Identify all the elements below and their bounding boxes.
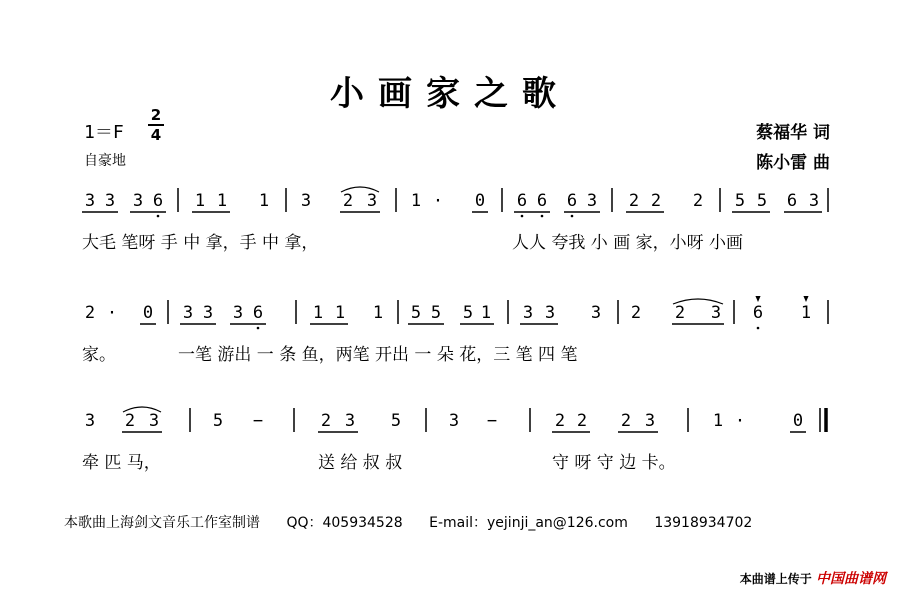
upload-text: 本曲谱上传于 bbox=[739, 572, 812, 586]
score-row-3 bbox=[82, 404, 830, 474]
svg-text:5: 5 bbox=[390, 411, 402, 431]
site-logo[interactable]: 中国曲谱网 bbox=[816, 571, 886, 587]
svg-text:3: 3 bbox=[300, 191, 312, 211]
svg-text:2: 2 bbox=[576, 411, 588, 431]
svg-text:2: 2 bbox=[342, 191, 354, 211]
time-signature-bottom: 4 bbox=[150, 126, 162, 144]
song-title: 小画家之歌 bbox=[330, 74, 570, 114]
score-row-2 bbox=[82, 296, 830, 366]
svg-text:3: 3 bbox=[148, 411, 160, 431]
svg-text:−: − bbox=[252, 411, 264, 431]
svg-text:0: 0 bbox=[142, 303, 154, 323]
svg-text:2: 2 bbox=[650, 191, 662, 211]
lyric-line-3a: 牵 匹 马， bbox=[82, 453, 161, 473]
svg-text:0: 0 bbox=[792, 411, 804, 431]
svg-text:2: 2 bbox=[674, 303, 686, 323]
lyric-line-1a: 大毛 笔呀 手 中 拿，手 中 拿， bbox=[82, 233, 319, 253]
svg-text:2: 2 bbox=[554, 411, 566, 431]
svg-text:5: 5 bbox=[756, 191, 768, 211]
lyric-line-2b: 一笔 游出 一 条 鱼，两笔 开出 一 朵 花，三 笔 四 笔 bbox=[178, 345, 578, 365]
studio-credit: 本歌曲上海剑文音乐工作室制谱 bbox=[64, 515, 260, 531]
score-row-3-notation bbox=[82, 404, 830, 438]
svg-text:3: 3 bbox=[132, 191, 144, 211]
svg-text:1: 1 bbox=[194, 191, 206, 211]
score-row-2-notation bbox=[82, 296, 830, 330]
svg-text:3: 3 bbox=[808, 191, 820, 211]
svg-text:6: 6 bbox=[786, 191, 798, 211]
svg-text:6: 6 bbox=[536, 191, 548, 211]
svg-text:3: 3 bbox=[644, 411, 656, 431]
key-signature: 1＝F bbox=[84, 122, 124, 143]
svg-text:·: · bbox=[106, 303, 118, 323]
svg-text:3: 3 bbox=[544, 303, 556, 323]
lyricist: 蔡福华 词 bbox=[756, 123, 830, 143]
svg-text:3: 3 bbox=[710, 303, 722, 323]
svg-text:3: 3 bbox=[590, 303, 602, 323]
qq-contact: QQ：405934528 bbox=[286, 515, 403, 531]
svg-text:2: 2 bbox=[692, 191, 704, 211]
svg-text:6: 6 bbox=[752, 303, 764, 323]
upload-notice bbox=[740, 568, 886, 588]
svg-text:3: 3 bbox=[522, 303, 534, 323]
svg-text:1: 1 bbox=[312, 303, 324, 323]
svg-text:3: 3 bbox=[232, 303, 244, 323]
svg-text:6: 6 bbox=[566, 191, 578, 211]
svg-text:1: 1 bbox=[712, 411, 724, 431]
svg-text:2: 2 bbox=[320, 411, 332, 431]
svg-text:3: 3 bbox=[84, 191, 96, 211]
tempo-mood: 自豪地 bbox=[84, 153, 126, 169]
svg-text:2: 2 bbox=[84, 303, 96, 323]
svg-text:5: 5 bbox=[734, 191, 746, 211]
svg-text:6: 6 bbox=[152, 191, 164, 211]
svg-text:5: 5 bbox=[430, 303, 442, 323]
svg-text:3: 3 bbox=[182, 303, 194, 323]
credit-line bbox=[64, 512, 774, 532]
lyric-line-1b: 人人 夸我 小 画 家，小呀 小画 bbox=[512, 233, 744, 253]
email-contact: E-mail：yejinji_an@126.com bbox=[429, 515, 628, 531]
svg-text:1: 1 bbox=[258, 191, 270, 211]
lyric-line-2a: 家。 bbox=[82, 345, 116, 365]
svg-text:5: 5 bbox=[462, 303, 474, 323]
svg-text:3: 3 bbox=[366, 191, 378, 211]
svg-text:5: 5 bbox=[410, 303, 422, 323]
svg-text:·: · bbox=[734, 411, 746, 431]
svg-text:·: · bbox=[432, 191, 444, 211]
svg-text:6: 6 bbox=[516, 191, 528, 211]
time-signature bbox=[148, 107, 164, 143]
svg-text:2: 2 bbox=[620, 411, 632, 431]
svg-text:1: 1 bbox=[410, 191, 422, 211]
svg-text:6: 6 bbox=[252, 303, 264, 323]
svg-text:3: 3 bbox=[202, 303, 214, 323]
score-row-1 bbox=[82, 184, 830, 254]
svg-text:−: − bbox=[486, 411, 498, 431]
lyric-line-3b: 送 给 叔 叔 bbox=[318, 453, 403, 473]
svg-text:5: 5 bbox=[212, 411, 224, 431]
phone-contact: 13918934702 bbox=[654, 515, 753, 531]
svg-text:1: 1 bbox=[216, 191, 228, 211]
svg-text:2: 2 bbox=[630, 303, 642, 323]
score-row-1-notation bbox=[82, 184, 830, 218]
svg-text:2: 2 bbox=[124, 411, 136, 431]
composer: 陈小雷 曲 bbox=[756, 153, 830, 173]
time-signature-top: 2 bbox=[150, 106, 162, 124]
svg-text:1: 1 bbox=[334, 303, 346, 323]
svg-text:3: 3 bbox=[586, 191, 598, 211]
lyric-line-3c: 守 呀 守 边 卡。 bbox=[552, 453, 676, 473]
svg-text:1: 1 bbox=[372, 303, 384, 323]
svg-text:3: 3 bbox=[448, 411, 460, 431]
svg-text:0: 0 bbox=[474, 191, 486, 211]
svg-text:2: 2 bbox=[628, 191, 640, 211]
svg-text:1: 1 bbox=[800, 303, 812, 323]
svg-text:3: 3 bbox=[104, 191, 116, 211]
svg-text:3: 3 bbox=[84, 411, 96, 431]
svg-text:1: 1 bbox=[480, 303, 492, 323]
svg-text:3: 3 bbox=[344, 411, 356, 431]
